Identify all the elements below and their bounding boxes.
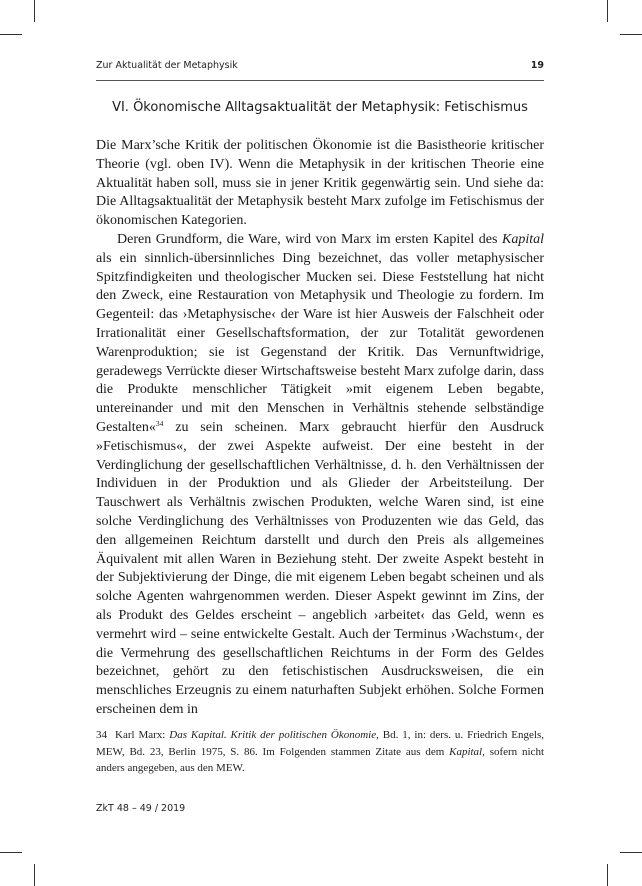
paragraph-2 xyxy=(96,231,544,720)
crop-mark xyxy=(607,0,608,22)
paragraph-2-text: als ein sinnlich-übersinnliches Ding bezeichnet, das voller metaphysischer Spitzfindigkeiten und theologischer Mucken sei. Diese Feststellung hat nicht den Zweck, eine Restauration von Metaphysik und Theologie zu fordern. Im Gegenteil: das ›Metaphysische‹ der Ware ist hier Ausweis der Falschheit oder Irrationalität einer Gesellschaftsformation, der zur Totalität gewordenen Warenproduktion; sie ist Gegenstand der Kritik. Das Vernunftwidrige, geradewegs Verrückte dieser Wirtschaftsweise besteht Marx zufolge darin, dass die Produkte menschlicher Tätigkeit »mit eigenem Leben begabte, untereinander und mit den Menschen in Verhältnis stehende selbständige Gestalten« xyxy=(96,250,544,435)
crop-mark xyxy=(34,864,35,886)
footnote-reference[interactable]: 34 xyxy=(155,418,164,428)
footnote-number: 34 xyxy=(96,729,107,741)
body-text xyxy=(96,137,544,720)
paragraph-1: Die Marx’sche Kritik der politischen Ökonomie ist die Basistheorie kritischer Theorie (vgl. oben IV). Wenn die Metaphysik in der kritischen Theorie eine Aktualität haben soll, muss sie in jener Kritik gegenwärtig sein. Und siehe da: Die Alltagsaktualität der Metaphysik besteht Marx zufolge im Fetischismus der ökonomischen Kategorien. xyxy=(96,138,544,229)
crop-mark xyxy=(0,852,22,853)
footnote-text: , Bd. 1, in: ders. u. Friedrich Engels, MEW, Bd. 23, Berlin 1975, S. 86. Im Folgenden stammen Zitate aus dem xyxy=(96,729,544,758)
running-header xyxy=(96,60,544,74)
page-number: 19 xyxy=(530,60,544,71)
book-title: Kapital xyxy=(501,231,544,247)
header-rule xyxy=(96,80,544,81)
crop-mark xyxy=(34,0,35,22)
footnote-book-title: Kapital xyxy=(449,745,483,758)
journal-footer: ZkT 48 – 49 / 2019 xyxy=(96,803,186,814)
crop-mark xyxy=(607,864,608,886)
crop-mark xyxy=(620,852,642,853)
section-title: VI. Ökonomische Alltagsaktualität der Metaphysik: Fetischismus xyxy=(112,100,528,115)
footnote-text: , sofern nicht anders angegeben, aus den MEW. xyxy=(96,745,544,775)
footnote-book-title: Das Kapital. Kritik der politischen Ökonomie xyxy=(169,729,377,741)
paragraph-2-text: Deren Grundform, die Ware, wird von Marx im ersten Kapitel des xyxy=(117,231,502,247)
paragraph-2-text: zu sein scheinen. Marx gebraucht hierfür den Ausdruck »Fetischismus«, der zwei Aspekte aufweist. Der eine besteht in der Verdinglichung der gesellschaftlichen Verhältnisse, d. h. den Verhältnissen der Individuen in der Produktion und als Glieder der Arbeitsteilung. Der Tauschwert als Verhältnis zwischen Produkten, welche Waren sind, ist eine solche Verdinglichung des Verhältnisses von Produzenten wie das Geld, das den allgemeinen Reichtum darstellt und durch den Preis als allgemeines Äquivalent mit allen Waren in Beziehung steht. Der zweite Aspekt besteht in der Subjektivierung der Dinge, die mit eigenem Leben begabt scheinen und als solche Agenten wahrgenommen werden. Dieser Aspekt gewinnt im Zins, der als Produkt des Geldes erscheint – angeblich ›arbeitet‹ das Geld, wenn es vermehrt wird – seine entwickelte Gestalt. Auch der Terminus ›Wachstum‹, der die Vermehrung des gesellschaftlichen Reichtums in der Form des Geldes bezeichnet, gehört zu den fetischistischen Ausdrucksweisen, die ein menschliches Erzeugnis zu einem naturhaften Subjekt erhöhen. Solche Formen erscheinen dem in xyxy=(96,419,544,717)
crop-mark xyxy=(0,34,22,35)
footnote xyxy=(96,727,544,777)
crop-mark xyxy=(620,34,642,35)
footnote-text: Karl Marx: xyxy=(115,729,170,741)
running-title: Zur Aktualität der Metaphysik xyxy=(96,60,238,71)
